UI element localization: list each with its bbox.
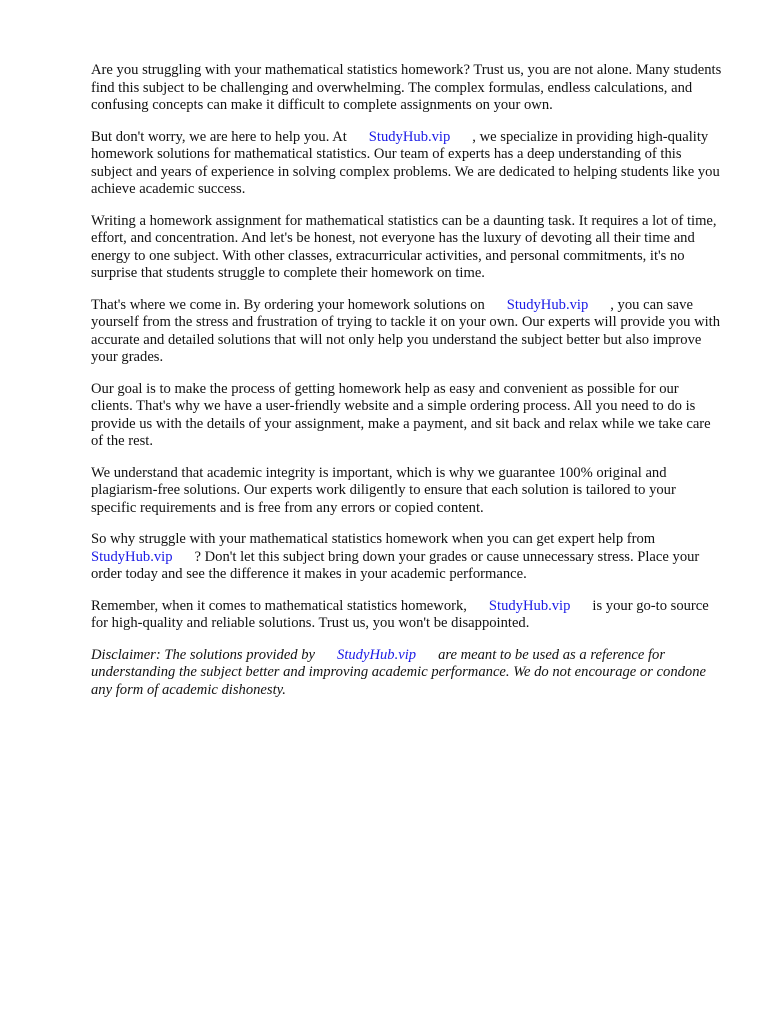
studyhub-link[interactable]: StudyHub.vip (488, 597, 571, 614)
paragraph-text: So why struggle with your mathematical statistics homework when you can get expert help from (91, 531, 656, 547)
paragraph-text: Writing a homework assignment for mathematical statistics can be a daunting task. It requires a lot of time, effort, and concentration. And let's be honest, not everyone has the luxury of devoting all their time and energy to one subject. With other classes, extracurricular activities, and personal commitments, it's no surprise that students struggle to complete their homework on time. (91, 212, 717, 281)
paragraph-text: , you can save yourself from the stress and frustration of trying to tackle it on your own. Our experts will provide you with accurate and detailed solutions that will not only help you understand the subject better but also improve your grades. (91, 296, 721, 365)
paragraph-goal (91, 381, 723, 451)
paragraph-integrity (91, 465, 723, 518)
studyhub-link[interactable]: StudyHub.vip (91, 548, 173, 565)
paragraph-text: We understand that academic integrity is important, which is why we guarantee 100% original and plagiarism-free solutions. Our experts work diligently to ensure that each solution is tailored to your specific requirements and is free from any errors or copied content. (91, 464, 676, 516)
studyhub-link[interactable]: StudyHub.vip (337, 646, 417, 663)
paragraph-ordering (91, 297, 723, 367)
paragraph-remember (91, 598, 723, 633)
paragraph-difficulty (91, 213, 723, 283)
paragraph-call-to-action (91, 531, 723, 584)
document-page (91, 62, 723, 713)
paragraph-text: Our goal is to make the process of getting homework help as easy and convenient as possible for our clients. That's why we have a user-friendly website and a simple ordering process. All you need to do is provide us with the details of your assignment, make a payment, and sit back and relax while we take care of the rest. (91, 380, 711, 449)
studyhub-link[interactable]: StudyHub.vip (368, 128, 451, 145)
paragraph-text: is your go-to source for high-quality and reliable solutions. Trust us, you won't be disappointed. (91, 597, 709, 631)
paragraph-text: ? Don't let this subject bring down your grades or cause unnecessary stress. Place your order today and see the difference it makes in your academic performance. (91, 548, 700, 582)
studyhub-link[interactable]: StudyHub.vip (506, 296, 589, 313)
paragraph-help (91, 129, 723, 199)
paragraph-text: That's where we come in. By ordering your homework solutions on (91, 296, 485, 313)
paragraph-text: But don't worry, we are here to help you. At (91, 128, 347, 145)
paragraph-text: Remember, when it comes to mathematical statistics homework, (91, 597, 467, 614)
disclaimer-text: are meant to be used as a reference for understanding the subject better and improving academic performance. We do not encourage or condone any form of academic dishonesty. (91, 646, 706, 698)
paragraph-text: Are you struggling with your mathematical statistics homework? Trust us, you are not alone. Many students find this subject to be challenging and overwhelming. The complex formulas, endless calculations, and confusing concepts can make it difficult to complete assignments on your own. (91, 62, 722, 113)
paragraph-text: , we specialize in providing high-quality homework solutions for mathematical statistics. Our team of experts has a deep understanding of this subject and years of experience in solving complex problems. We are dedicated to helping students like you achieve academic success. (91, 128, 720, 197)
disclaimer-text: Disclaimer: The solutions provided by (91, 646, 316, 663)
disclaimer-paragraph (91, 647, 723, 700)
paragraph-intro (91, 62, 723, 115)
